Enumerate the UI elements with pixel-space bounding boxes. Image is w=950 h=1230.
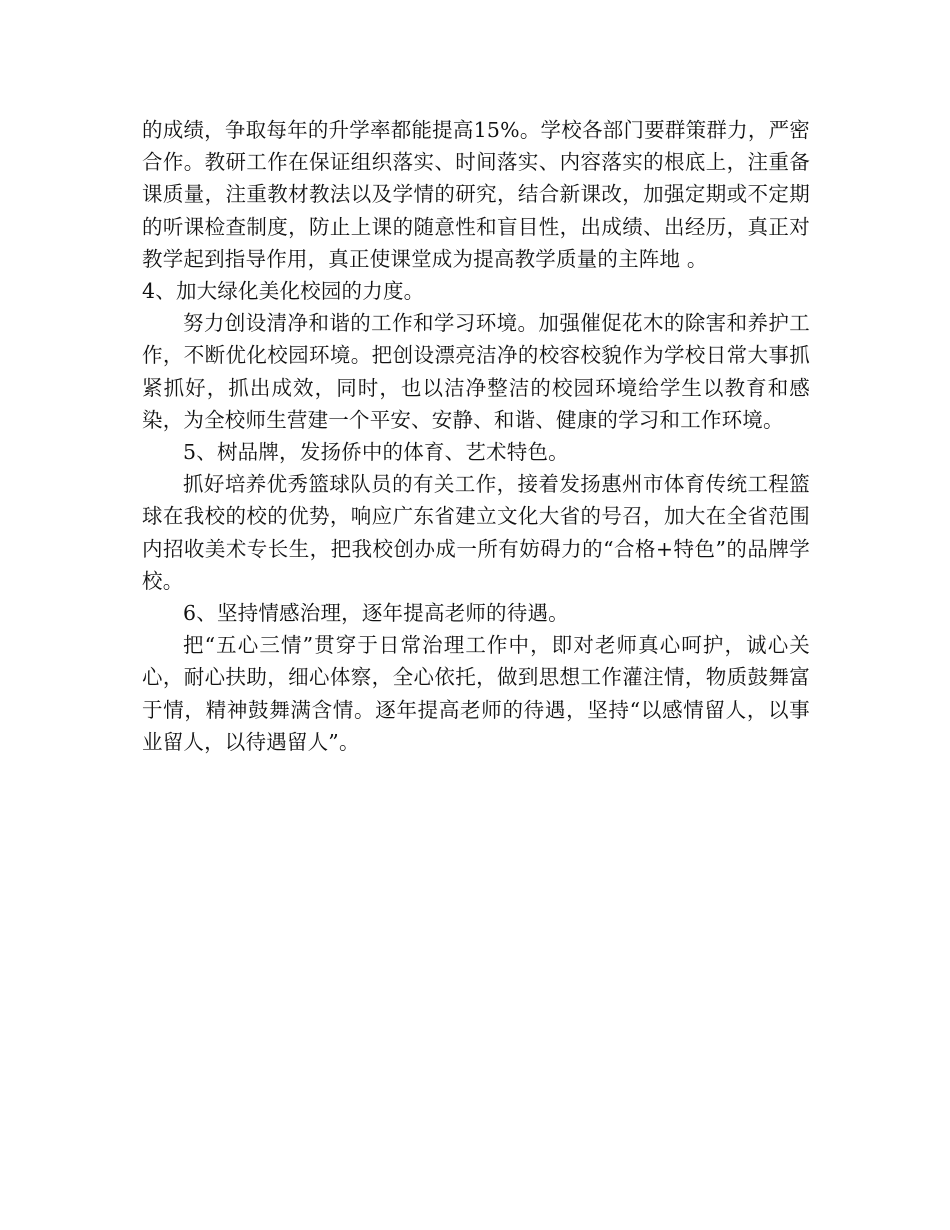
paragraph-campus-environment: 努力创设清净和谐的工作和学习环境。加强催促花木的除害和养护工作，不断优化校园环境。把创设漂亮洁净的校容校貌作为学校日常大事抓紧抓好，抓出成效，同时，也以洁净整洁的校园环境给学生以教育和感染，为全校师生营建一个平安、安静、和谐、健康的学习和工作环境。	[142, 311, 810, 432]
section-heading-teacher-treatment: 6、坚持情感治理，逐年提高老师的待遇。	[183, 601, 569, 626]
paragraph-continued-results: 的成绩，争取每年的升学率都能提高15%。学校各部门要群策群力，严密合作。教研工作在保证组织落实、时间落实、内容落实的根底上，注重备课质量，注重教材教法以及学情的研究，结合新课改，加强定期或不定期的听课检查制度，防止上课的随意性和盲目性，出成绩、出经历，真正对教学起到指导作用，真正使课堂成为提高教学质量的主阵地 。	[142, 118, 810, 271]
document-page	[142, 114, 810, 758]
section-heading-brand-building: 5、树品牌，发扬侨中的体育、艺术特色。	[183, 440, 569, 465]
paragraph-emotional-management: 把“五心三情”贯穿于日常治理工作中，即对老师真心呵护，诚心关心，耐心扶助，细心体察，全心依托，做到思想工作灌注情，物质鼓舞富于情，精神鼓舞满含情。逐年提高老师的待遇，坚持“以感情留人，以事业留人，以待遇留人”。	[142, 633, 810, 754]
section-heading-campus-greening: 4、加大绿化美化校园的力度。	[142, 279, 425, 304]
paragraph-sports-arts: 抓好培养优秀篮球队员的有关工作，接着发扬惠州市体育传统工程篮球在我校的校的优势，响应广东省建立文化大省的号召，加大在全省范围内招收美术专长生，把我校创办成一所有妨碍力的“合格+特色”的品牌学校。	[142, 472, 810, 593]
